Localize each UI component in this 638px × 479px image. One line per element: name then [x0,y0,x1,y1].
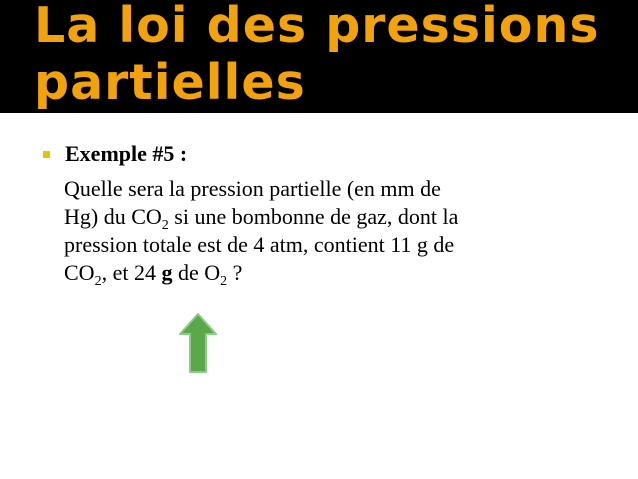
question-text [64,175,604,287]
bullet-icon [43,151,50,158]
subscript: 2 [220,274,228,289]
question-line-4 [64,259,604,287]
text-fragment: CO [64,260,95,285]
question-line-1: Quelle sera la pression partielle (en mm de [64,176,441,201]
text-fragment: de O [172,260,221,285]
question-line-2 [64,203,604,231]
slide-title-line2: partielles [34,54,306,111]
slide-title-line1: La loi des pressions [34,0,600,54]
text-fragment: ? [227,260,243,285]
subscript: 2 [161,218,169,233]
bold-unit: g [161,260,173,285]
question-line-3: pression totale est de 4 atm, contient 11 g de [64,232,455,257]
up-arrow-icon [178,312,218,374]
text-fragment: si une bombonne de gaz, dont la [168,204,459,229]
title-bar [0,0,638,113]
subscript: 2 [94,274,102,289]
example-label: Exemple #5 : [65,141,188,166]
text-fragment: Hg) du CO [64,204,162,229]
text-fragment: , et 24 [101,260,162,285]
